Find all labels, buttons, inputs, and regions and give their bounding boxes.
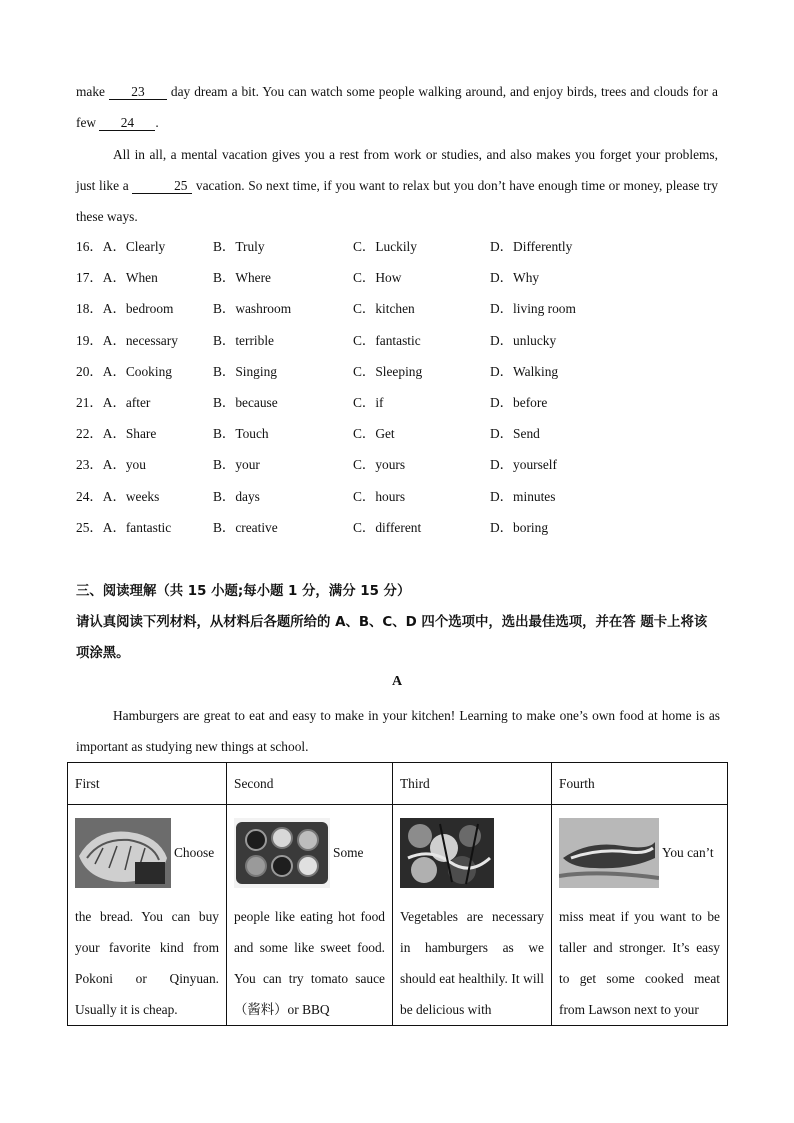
- option-a: 17．A．When: [76, 270, 158, 286]
- section-heading: 三、阅读理解（共 15 小题;每小题 1 分，满分 15 分）: [76, 584, 411, 599]
- option-c: C．Get: [353, 426, 395, 442]
- option-b: B．Truly: [213, 239, 265, 254]
- question-options-21: [76, 389, 716, 420]
- option-a: 18．A．bedroom: [76, 301, 174, 317]
- question-options-22: [76, 420, 716, 451]
- option-c: C．kitchen: [353, 301, 415, 317]
- step-text: the bread. You can buy your favorite kind from Pokoni or Qinyuan. Usually it is cheap.: [75, 909, 219, 1017]
- option-b: B．terrible: [213, 332, 274, 348]
- option-d: D．Differently: [490, 239, 573, 254]
- option-a: 24．A．weeks: [76, 488, 160, 504]
- header-fourth: Fourth: [552, 763, 728, 805]
- cloze-text: .: [155, 115, 159, 130]
- option-c: C．fantastic: [353, 332, 421, 348]
- passage-intro: Hamburgers are great to eat and easy to make in your kitchen! Learning to make one’s own food at home is as important as studying new things at school.: [76, 708, 720, 754]
- cloze-text: vacation. So next time, if you want to relax but you don’t have enough time or money, please try these ways.: [76, 178, 718, 224]
- option-d: D．Send: [490, 426, 540, 442]
- option-d: D．living room: [490, 301, 576, 317]
- option-d: D．Walking: [490, 363, 559, 379]
- blank-24: 24: [99, 115, 155, 131]
- section-instruction: 请认真阅读下列材料，从材料后各题所给的 A、B、C、D 四个选项中，选出最佳选项，并在答 题卡上将该项涂黑。: [76, 615, 708, 661]
- step-caption: Some: [333, 845, 364, 860]
- option-b: B．Where: [213, 270, 272, 286]
- sauces-image: [234, 818, 330, 888]
- question-options-20: [76, 358, 716, 389]
- option-b: B．days: [213, 488, 260, 504]
- header-third: Third: [393, 763, 552, 805]
- question-options-25: [76, 514, 716, 545]
- question-options-16: [76, 233, 716, 264]
- option-d: D．unlucky: [490, 332, 557, 348]
- question-options-19: [76, 327, 716, 358]
- option-a: 23．A．you: [76, 457, 146, 473]
- option-a: 20．A．Cooking: [76, 363, 172, 379]
- question-options-18: [76, 295, 716, 326]
- option-d: D．yourself: [490, 457, 557, 473]
- option-b: B．your: [213, 457, 260, 473]
- cloze-text: make: [76, 84, 109, 99]
- option-b: B．creative: [213, 519, 278, 535]
- option-d: D．Why: [490, 270, 540, 286]
- option-c: C．How: [353, 270, 402, 286]
- option-c: C．yours: [353, 457, 406, 473]
- step-fourth-cell: [552, 805, 728, 1026]
- step-first-cell: [68, 805, 227, 1026]
- blank-23: 23: [109, 84, 167, 100]
- cloze-text: day dream a bit. You can watch some people walking around, and enjoy birds, trees and clouds for a few: [76, 84, 718, 130]
- option-a: 16．A．Clearly: [76, 239, 166, 254]
- step-caption: You can’t: [662, 845, 714, 860]
- meat-image: [559, 818, 659, 888]
- step-third-cell: [393, 805, 552, 1026]
- option-a: 22．A．Share: [76, 426, 157, 442]
- step-text: Vegetables are necessary in hamburgers as we should eat healthily. It will be delicious with: [400, 909, 544, 1017]
- option-c: C．if: [353, 394, 384, 410]
- option-c: C．hours: [353, 488, 406, 504]
- option-c: C．Sleeping: [353, 363, 423, 379]
- options-list: [76, 233, 716, 545]
- bread-image: [75, 818, 171, 888]
- option-d: D．boring: [490, 519, 549, 535]
- option-a: 21．A．after: [76, 394, 151, 410]
- option-b: B．because: [213, 394, 278, 410]
- step-text: miss meat if you want to be taller and stronger. It’s easy to get some cooked meat from Lawson next to your: [559, 909, 720, 1017]
- question-options-24: [76, 483, 716, 514]
- blank-25: 25: [132, 178, 192, 194]
- step-second-cell: [227, 805, 393, 1026]
- question-options-23: [76, 451, 716, 482]
- option-d: D．before: [490, 394, 548, 410]
- question-options-17: [76, 264, 716, 295]
- option-c: C．Luckily: [353, 239, 417, 254]
- cloze-paragraph-2: [76, 139, 718, 232]
- option-a: 19．A．necessary: [76, 332, 178, 348]
- option-c: C．different: [353, 519, 422, 535]
- cloze-paragraph-1: [76, 76, 718, 138]
- step-caption: Choose: [174, 845, 215, 860]
- hamburger-steps-table: [67, 762, 728, 1026]
- step-text: people like eating hot food and some like sweet food. You can try tomato sauce（酱料）or BBQ: [234, 909, 385, 1017]
- header-second: Second: [227, 763, 393, 805]
- cloze-text: All in all, a mental vacation gives you a rest from work or studies, and also makes you forget your problems, just like a: [76, 147, 718, 193]
- passage-letter: A: [391, 674, 403, 689]
- option-b: B．Singing: [213, 363, 277, 379]
- option-b: B．washroom: [213, 301, 292, 317]
- option-a: 25．A．fantastic: [76, 519, 172, 535]
- option-b: B．Touch: [213, 426, 269, 442]
- option-d: D．minutes: [490, 488, 556, 504]
- table-row: [68, 805, 728, 1026]
- vegetables-image: [400, 818, 494, 888]
- header-first: First: [68, 763, 227, 805]
- table-header-row: [68, 763, 728, 805]
